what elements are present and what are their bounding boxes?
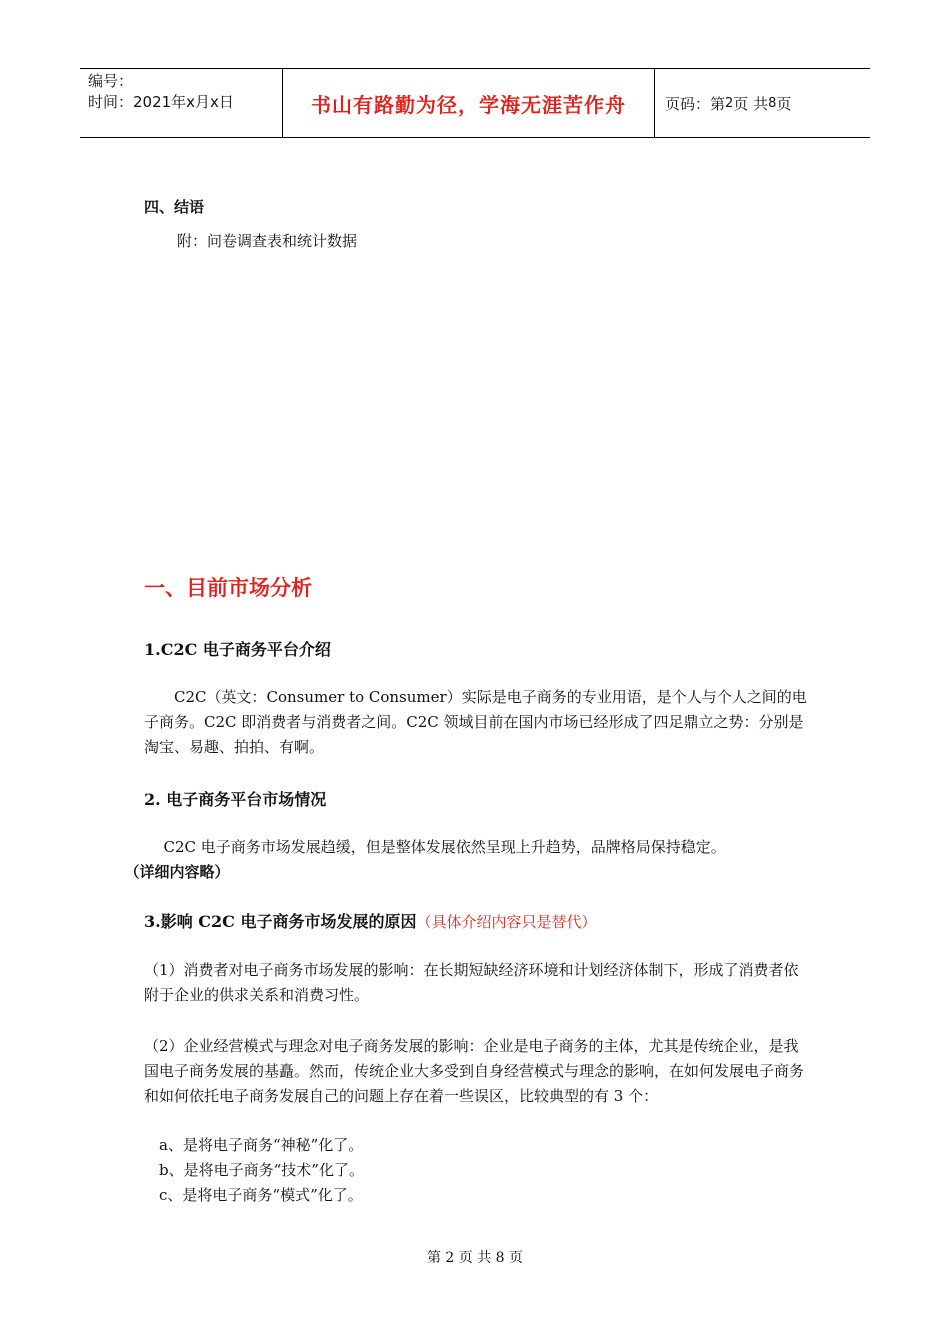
header-motto: 书山有路勤为径，学海无涯苦作舟 <box>282 69 655 137</box>
header-meta <box>80 69 282 137</box>
sub2-title: 2. 电子商务平台市场情况 <box>144 790 327 809</box>
sub3-p2: （2）企业经营模式与理念对电子商务发展的影响：企业是电子商务的主体，尤其是传统企业，是我国电子商务发展的基矗。然而，传统企业大多受到自身经营模式与理念的影响，在如何发展电子商务和如何依托电子商务发展自己的问题上存在着一些误区，比较典型的有 3 个： <box>144 1037 805 1105</box>
sub2-text: C2C 电子商务市场发展趋缓，但是整体发展依然呈现上升趋势，品牌格局保持稳定。 <box>163 838 726 856</box>
page-suffix: 页 <box>776 94 792 113</box>
page-footer: 第 2 页 共 8 页 <box>426 1250 524 1266</box>
page-total: 8 <box>768 95 777 111</box>
header-page-info <box>655 69 870 137</box>
sub1-title: 1.C2C 电子商务平台介绍 <box>144 640 331 659</box>
sub3-title: 3.影响 C2C 电子商务市场发展的原因 <box>144 912 417 931</box>
page-header <box>80 68 870 138</box>
page-mid: 页 共 <box>733 94 769 113</box>
section1-title: 一、目前市场分析 <box>144 576 312 600</box>
toc-appendix: 附：问卷调查表和统计数据 <box>177 232 358 250</box>
list-item: a、是将电子商务“神秘”化了。 <box>159 1136 364 1154</box>
sub3-title-row <box>144 909 808 932</box>
list-item: b、是将电子商务“技术”化了。 <box>159 1161 364 1179</box>
page-prefix: 页码：第 <box>665 94 726 113</box>
list-item: c、是将电子商务“模式”化了。 <box>159 1186 363 1204</box>
sub2-note: （详细内容略） <box>124 863 230 881</box>
toc-section4: 四、结语 <box>144 198 205 216</box>
page-current: 2 <box>725 95 734 111</box>
sub3-p1: （1）消费者对电子商务市场发展的影响：在长期短缺经济环境和计划经济体制下，形成了消费者依附于企业的供求关系和消费习性。 <box>144 961 799 1004</box>
sub3-title-note: （具体介绍内容只是替代） <box>416 913 597 931</box>
number-label: 编号： <box>88 72 134 90</box>
sub2-paragraph <box>124 835 808 885</box>
sub3-list <box>144 1133 808 1208</box>
time-label: 时间：2021年x月x日 <box>88 93 234 111</box>
sub1-paragraph: C2C（英文：Consumer to Consumer）实际是电子商务的专业用语，是个人与个人之间的电子商务。C2C 即消费者与消费者之间。C2C 领域目前在国内市场已经形成了四足鼎立之势：分别是淘宝、易趣、拍拍、有啊。 <box>144 688 807 756</box>
